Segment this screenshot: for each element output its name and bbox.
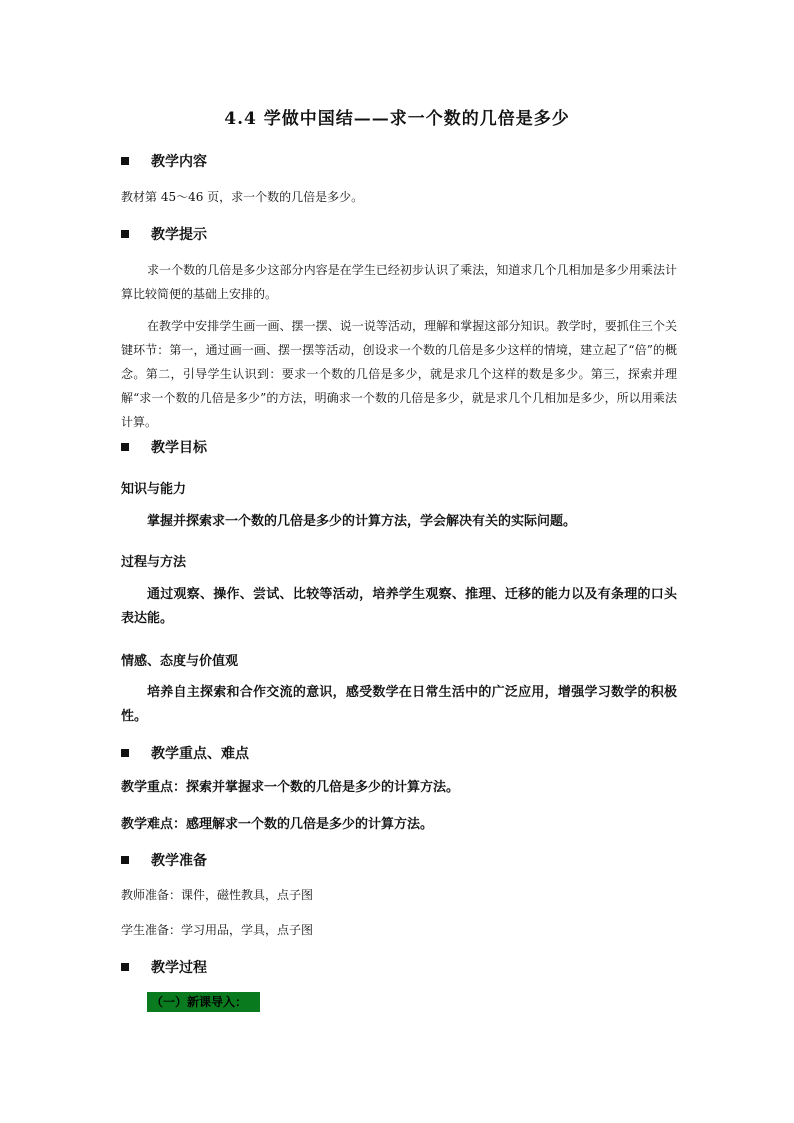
section-heading-process [121,957,207,977]
square-bullet-icon [121,443,129,451]
square-bullet-icon [121,157,129,165]
keypoint-difficulty: 教学难点：感理解求一个数的几倍是多少的计算方法。 [121,817,434,832]
goal-emotion-text: 培养自主探索和合作交流的意识，感受数学在日常生活中的广泛应用，增强学习数学的积极性。 [121,685,677,724]
square-bullet-icon [121,963,129,971]
content-text: 教材第 45～46 页，求一个数的几倍是多少。 [121,190,364,204]
keypoint-focus: 教学重点：探索并掌握求一个数的几倍是多少的计算方法。 [121,780,460,795]
prep-student: 学生准备：学习用品，学具，点子图 [121,923,314,937]
goal-process-text: 通过观察、操作、尝试、比较等活动，培养学生观察、推理、迁移的能力以及有条理的口头表达能。 [121,587,677,626]
section-heading-label: 教学准备 [151,853,207,869]
page-title: 4.4 学做中国结——求一个数的几倍是多少 [224,109,570,129]
section-heading-label: 教学过程 [151,960,207,976]
section-heading-label: 教学重点、难点 [151,746,249,762]
square-bullet-icon [121,749,129,757]
section-heading-tips [121,224,207,244]
section-heading-keypoints [121,743,249,763]
section-heading-label: 教学提示 [151,227,207,243]
square-bullet-icon [121,230,129,238]
section-heading-goals [121,437,207,457]
goal-knowledge-label: 知识与能力 [121,482,187,497]
square-bullet-icon [121,856,129,864]
section-heading-label: 教学内容 [151,154,207,170]
section-heading-label: 教学目标 [151,440,207,456]
tips-paragraph-2: 在教学中安排学生画一画、摆一摆、说一说等活动，理解和掌握这部分知识。教学时，要抓住三个关键环节：第一，通过画一画、摆一摆等活动，创设求一个数的几倍是多少这样的情境，建立起了“倍”的概念。第二，引导学生认识到：要求一个数的几倍是多少，就是求几个这样的数是多少。第三，探索并理解“求一个数的几倍是多少”的方法，明确求一个数的几倍是多少，就是求几个几相加是多少，所以用乘法计算。 [121,319,677,429]
prep-teacher: 教师准备：课件，磁性教具，点子图 [121,888,314,902]
tips-paragraph-1: 求一个数的几倍是多少这部分内容是在学生已经初步认识了乘法，知道求几个几相加是多少用乘法计算比较简便的基础上安排的。 [121,263,677,301]
process-step-new-lesson-intro: （一）新课导入： [147,992,260,1012]
section-heading-content [121,151,207,171]
section-heading-prep [121,850,207,870]
goal-knowledge-text: 掌握并探索求一个数的几倍是多少的计算方法，学会解决有关的实际问题。 [147,514,577,529]
goal-emotion-label: 情感、态度与价值观 [121,654,239,669]
goal-process-label: 过程与方法 [121,555,187,570]
